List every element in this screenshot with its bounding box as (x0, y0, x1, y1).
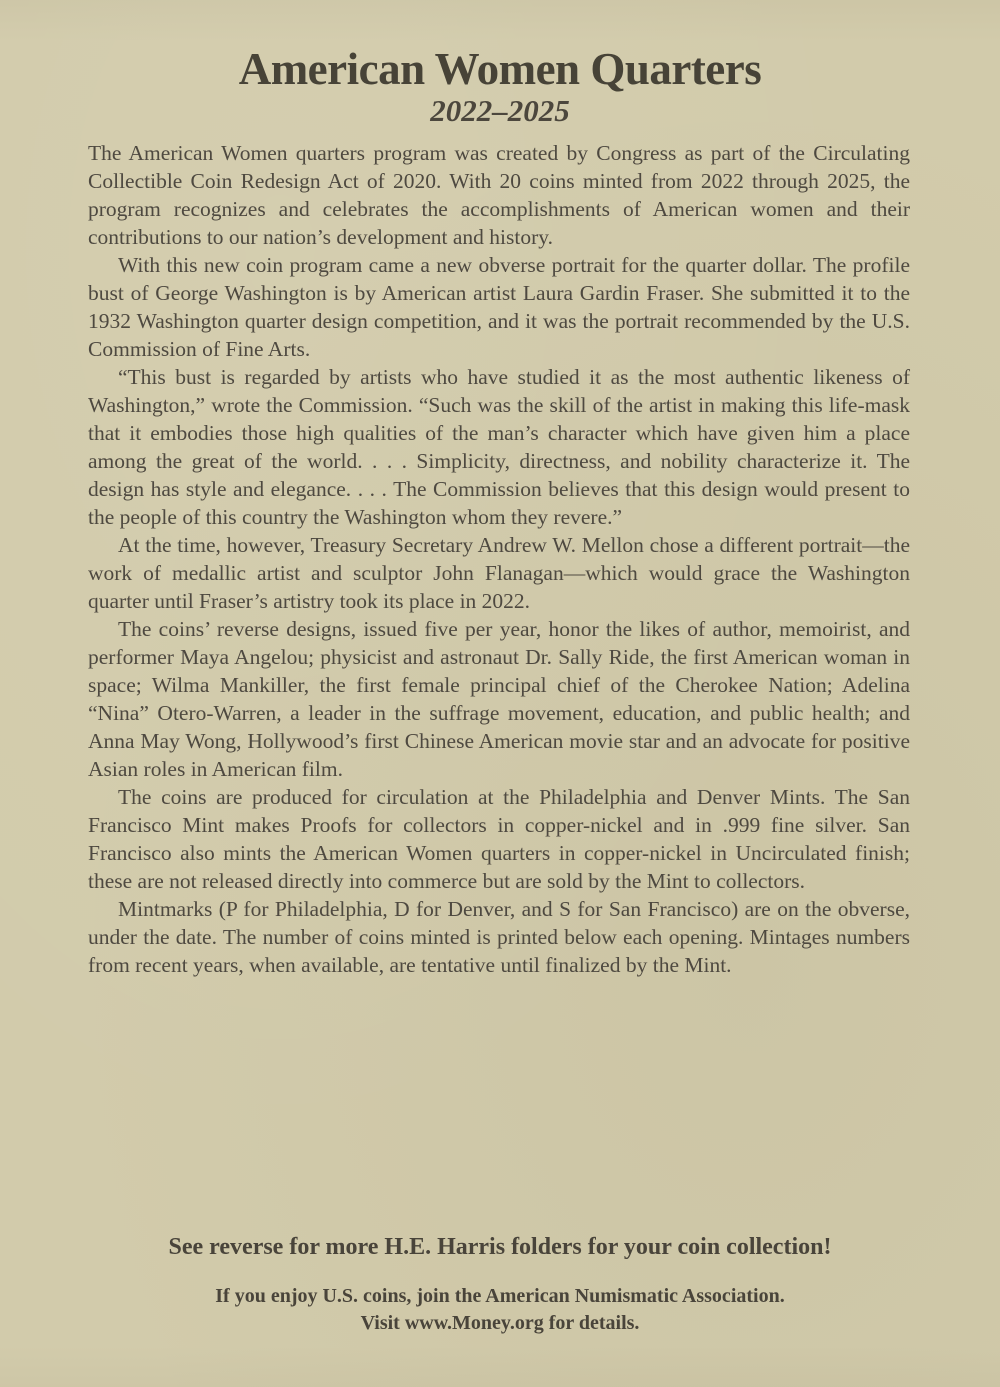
paragraph-obverse-portrait: With this new coin program came a new obverse portrait for the quarter dollar. The profile bust of George Washington is by American artist Laura Gardin Fraser. She submitted it to the 1932 Washington quarter design competition, and it was the portrait recommended by the U.S. Commission of Fine Arts. (88, 253, 910, 361)
paragraph-mellon-flanagan: At the time, however, Treasury Secretary Andrew W. Mellon chose a different portrait—the work of medallic artist and sculptor John Flanagan—which would grace the Washington quarter until Fraser’s artistry took its place in 2022. (88, 533, 910, 613)
heading-block (0, 0, 1000, 128)
paragraph-commission-quote: “This bust is regarded by artists who have studied it as the most authentic likeness of Washington,” wrote the Commission. “Such was the skill of the artist in making this life-mask that it embodies those high qualities of the man’s character which have given him a place among the great of the world. . . . Simplicity, directness, and nobility characterize it. The design has style and elegance. . . . The Commission believes that this design would present to the people of this country the Washington whom they revere.” (88, 365, 910, 529)
footer-promo-line: See reverse for more H.E. Harris folders for your coin collection! (168, 1234, 832, 1260)
paragraph-reverse-designs: The coins’ reverse designs, issued five per year, honor the likes of author, memoirist, and performer Maya Angelou; physicist and astronaut Dr. Sally Ride, the first American woman in space; Wilma Mankiller, the first female principal chief of the Cherokee Nation; Adelina “Nina” Otero-Warren, a leader in the suffrage movement, education, and public health; and Anna May Wong, Hollywood’s first Chinese American movie star and an advocate for positive Asian roles in American film. (88, 617, 910, 781)
body-text (88, 139, 910, 979)
footer-ana-visit-line: Visit www.Money.org for details. (360, 1312, 640, 1334)
paragraph-mintmarks: Mintmarks (P for Philadelphia, D for Denver, and S for San Francisco) are on the obverse, under the date. The number of coins minted is printed below each opening. Mintages numbers from recent years, when available, are tentative until finalized by the Mint. (88, 897, 910, 977)
footer-ana-join-line: If you enjoy U.S. coins, join the American Numismatic Association. (215, 1285, 785, 1307)
page-subtitle-years: 2022–2025 (430, 93, 570, 128)
page-title: American Women Quarters (238, 44, 762, 94)
paragraph-mints-production: The coins are produced for circulation at the Philadelphia and Denver Mints. The San Francisco Mint makes Proofs for collectors in copper-nickel and in .999 fine silver. San Francisco also mints the American Women quarters in copper-nickel in Uncirculated finish; these are not released directly into commerce but are sold by the Mint to collectors. (88, 785, 910, 893)
paragraph-program-overview: The American Women quarters program was created by Congress as part of the Circulating Collectible Coin Redesign Act of 2020. With 20 coins minted from 2022 through 2025, the program recognizes and celebrates the accomplishments of American women and their contributions to our nation’s development and history. (88, 141, 910, 249)
footer (0, 1234, 1000, 1337)
